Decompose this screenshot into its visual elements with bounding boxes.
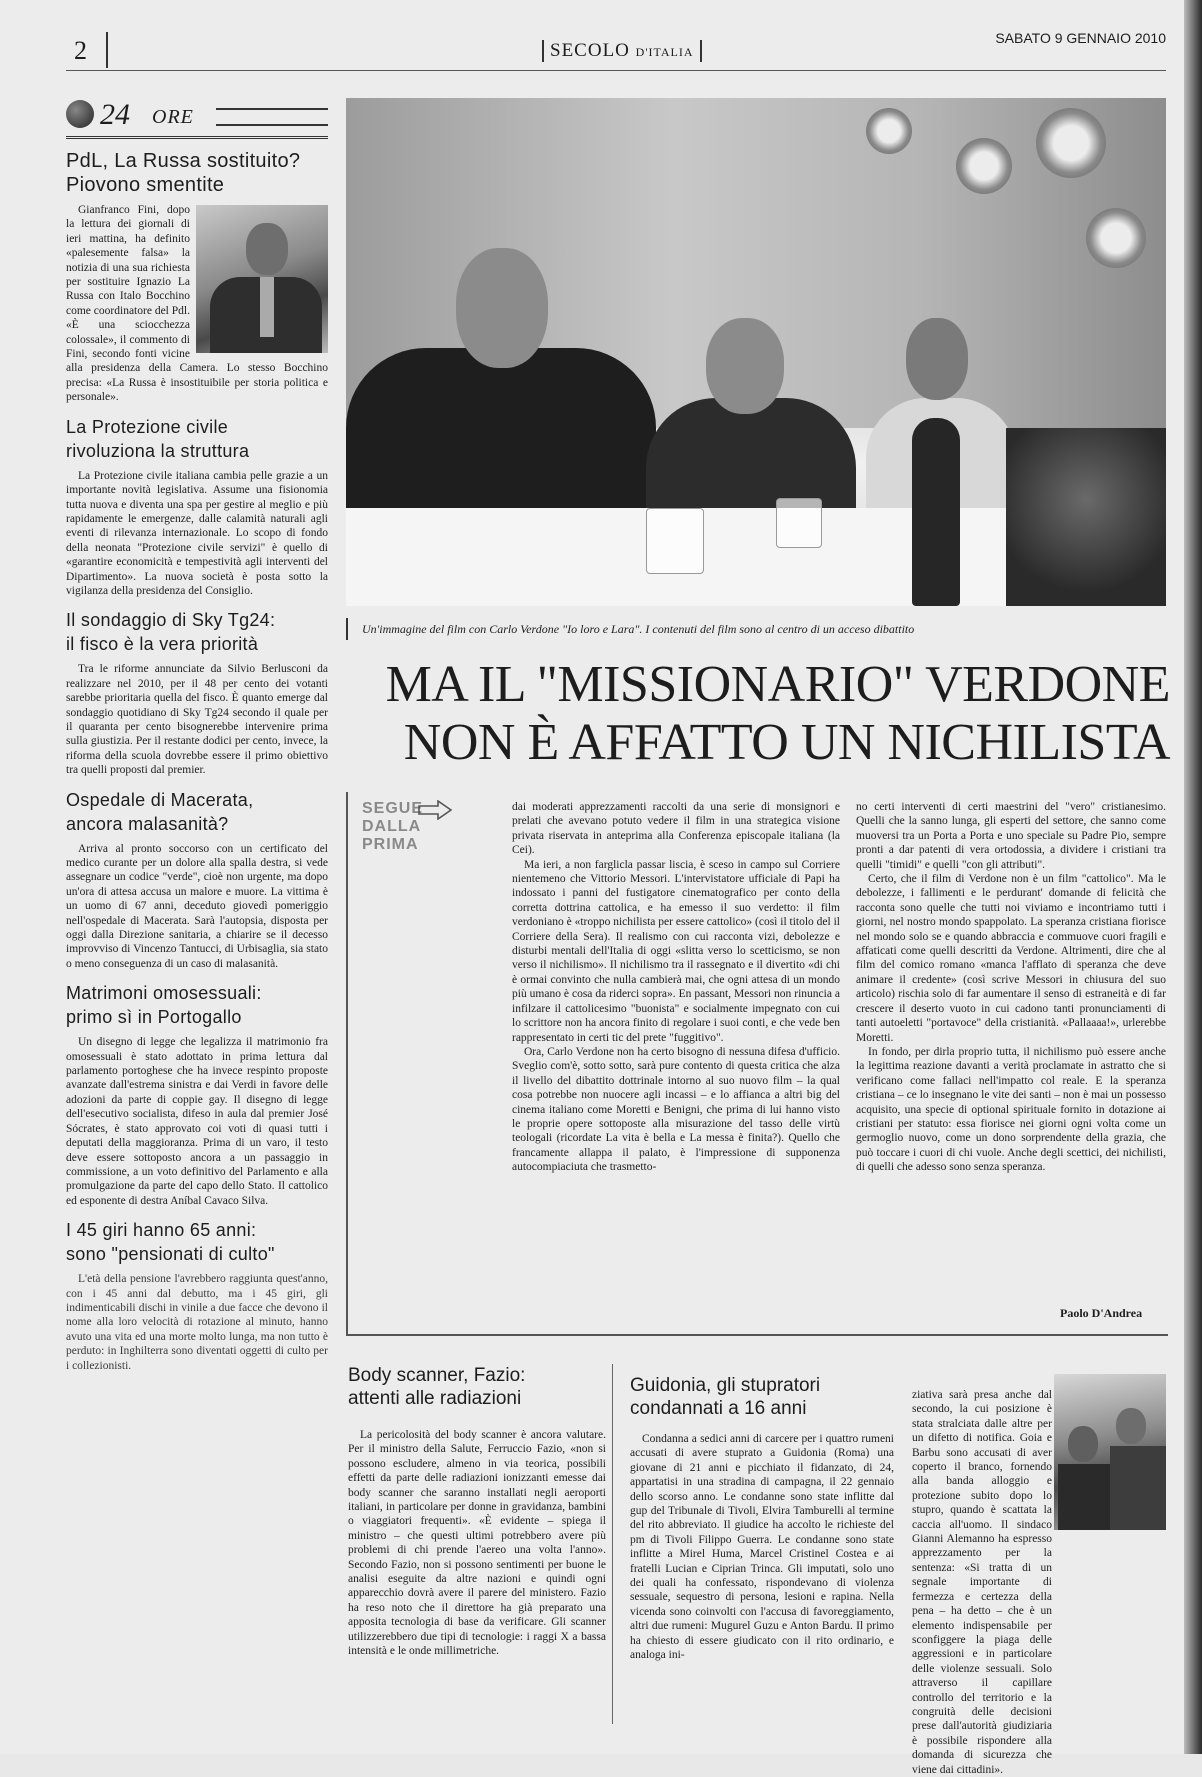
sidebar-item-body: Arriva al pronto soccorso con un certificato del medico curante per un dolore alla spalla destra, si vede assegnare un codice "verde", cioè non urgente, ma dopo un'ora di attesa accusa un malore e muore. La vittima è un uomo di 67 anni, deceduto giovedì pomeriggio nell'ospedale di Macerata. Sarà l'autopsia, disposta per oggi dalla Direzione sanitaria, a chiarire se il decesso improvviso di Vincenzo Tantucci, di Urbisaglia, sia stato o meno conseguenza di un caso di malasanità. [66,842,328,970]
sidebar-item-title [66,981,328,1029]
article-byline: Paolo D'Andrea [1060,1306,1143,1320]
masthead [542,40,702,62]
sidebar-item-body: Gianfranco Fini, dopo la lettura dei giornali di ieri mattina, ha definito «palesemente falsa» la notizia di una sua richiesta per sostituire Ignazio La Russa con Italo Bocchino come coordinatore del Pdl. «È una sciocchezza colossale», il commento di Fini, secondo fonti vicine alla presidenza della Camera. Lo stesso Bocchino precisa: «La Russa è insostituibile per storia politica e personale». [66,204,328,404]
title-line-1: Ospedale di Macerata, [66,789,254,810]
headline-line-2: NON È AFFATTO UN NICHILISTA [403,714,1170,771]
title-line-1: I 45 giri hanno 65 anni: [66,1220,257,1241]
sidebar-item [66,608,328,777]
arrow-right-icon [418,800,452,820]
sidebar-item [66,149,328,405]
article-column-2 [856,800,1166,1175]
globe-icon [66,100,94,128]
issue-date: SABATO 9 GENNAIO 2010 [995,30,1166,46]
title-line-1: Guidonia, gli stupratori [630,1375,821,1396]
column-divider [612,1364,613,1724]
news-sidebar [66,96,328,1383]
page-number-box [66,32,108,68]
sidebar-item-body: Un disegno di legge che legalizza il matrimonio fra omosessuali è stato adottato in prima lettura dal parlamento portoghese che ha invece respinto proposte avanzate dall'estrema sinistra e dai Verdi in favore delle adozioni da parte di coppie gay. Il disegno di legge dell'esecutivo socialista, difeso in aula dal premier José Sócrates, è stato approvato coi voti di quasi tutti i deputati della maggioranza. Prima di un varo, il testo deve essere sottoposto ancora a un passaggio in commissione, a un voto definitivo del Parlamento e alla promulgazione da parte del capo dello Stato. Il cattolico ed esponente di destra Aníbal Cavaco Silva. [66,1036,328,1207]
logo-lines [216,108,328,126]
title-line-2: il fisco è la vera priorità [66,634,259,655]
bottom-right-title [630,1374,910,1420]
portrait-photo [196,205,328,353]
sidebar-item [66,1218,328,1373]
article-paragraph: Ora, Carlo Verdone non ha certo bisogno di nessuna difesa d'ufficio. Sveglio com'è, sotto sotto, sarà pure contento di questa critica che alza il livello del dibattito dottrinale intorno al suo nuovo film – la qual cosa potrebbe non nuocere agli incassi – e lo affianca a altri big del cinema italiano come Moretti e Benigni, che prima di lui hanno visto le proprie opere sottoposte alla misurazione del tasso delle virtù teologali (ricordate La vita è bella e La messa è finita?). Quello che francamente allappa il palato, è l'impressione di supponenza autocompiaciuta che trasmetto- [512,1045,840,1174]
header-rule [66,70,1166,71]
page-number: 2 [74,36,87,65]
article-paragraph: Certo, che il film di Verdone non è un film "cattolico". Ma le debolezze, i fallimenti e le perdurant' domande di felicità che racconta sono quelle che tutti noi viviamo e incontriamo tutti i giorni, nel nostro mondo spappolato. La speranza cristiana fiorisce nel mondo solo se e quando abbraccia e commuove cuori fragili e affaticati come quelli descritti da Verdone. Altrimenti, dire che al film del comico romano «manca l'afflato di speranza che deve animare il credente» (così scrive Messori in chiusura del suo articolo) rischia solo di far aumentare il senso di estraneità e di far crescere il deserto vuoto in cui cadono tanti pronunciamenti di tanti autoeletti "portavoce" della cristianità. «Pallaaaa!», urlerebbe Moretti. [856,873,1166,1044]
sidebar-logo [66,96,328,139]
bottom-right-article [630,1432,894,1663]
article-paragraph: no certi interventi di certi maestrini del "vero" cristianesimo. Quelli che la sanno lunga, gli esperti del settore, che sanno come muoversi tra un Porta a Porta e uno speciale su Padre Pio, sempre pronti a dar patenti di vera ortodossia, a dividere i cristiani tra quelli "timidi" e quelli "con gli attributi". [856,801,1166,871]
article-paragraph: ziativa sarà presa anche dal secondo, la cui posizione è stata stralciata dalle altre per un difetto di notifica. Goia e Barbu sono accusati di aver coperto il branco, fornendo alla banda alloggio e protezione subito dopo lo stupro, quando è scattata la caccia all'uomo. Il sindaco Gianni Alemanno ha espresso apprezzamento per la sentenza: «Si tratta di un segnale importante di fermezza e certezza della pena – ha detto – che è un elemento indispensabile per sconfiggere la piaga delle aggressioni e in particolare delle violenze sessuali. Solo attraverso il capillare controllo del territorio e la congruità delle decisioni prese dall'autorità giudiziaria è possibile rispondere alla domanda di sicurezza che viene dai cittadini». [912,1389,1052,1776]
sidebar-item-body: L'età della pensione l'avrebbero raggiunta quest'anno, con i 45 anni dal debutto, ma i 45 giri, gli indimenticabili dischi in vinile a due facce che devono il nome alla loro velocità di rotazione al minuto, hanno avuto una vita ed una morte molto lunga, ma non tutto è perduto: in Inghilterra sono diventati oggetti di culto per i collezionisti. [66,1273,328,1372]
article-paragraph: In fondo, per dirla proprio tutta, il nichilismo può essere anche la legittima reazione davanti a verità proclamate in astratto che si verificano come fallaci nell'impatto col reale. E la speranza cristiana – ce lo insegnano le vite dei santi – non è mai un possesso acquisito, una specie di optional spirituale fornito in dotazione ai cristiani per statuto: essa fiorisce nei giorni ogni volta come un germoglio nuovo, come un dono sorprendente della grazia, che può toccare i cuori di chi vuole. Anche degli scettici, dei nichilisti, di quelli che adesso sono senza speranza. [856,1045,1166,1174]
police-photo [1054,1374,1166,1530]
sidebar-item-title [66,1218,328,1266]
article-paragraph: Condanna a sedici anni di carcere per i quattro rumeni accusati di avere stuprato a Guidonia (Roma) una giovane di 21 anni e picchiato il fidanzato, di 24, appartatisi in una stradina di campagna, il 22 gennaio dello scorso anno. Le condanne sono state inflitte dal gup del Tribunale di Tivoli, Elvira Tamburelli al termine del rito abbreviato. Il giudice ha accolto le richieste del pm di Tivoli Filippo Guerra. Le condanne sono state inflitte a Mirel Huma, Marcel Cristinel Costea e ai fratelli Lucian e Ciprian Trinca. Gli imputati, solo uno dei quali ha confessato, rispondevano di violenza sessuale, sequestro di persona, lesioni e rapina. Nella vicenda sono coinvolti con l'accusa di favoreggiamento, altri due rumeni: Mugurel Guzu e Anton Bardu. Il primo ha chiesto di essere giudicato con il rito ordinario, e analoga ini- [630,1433,894,1662]
sidebar-item-body: La Protezione civile italiana cambia pelle grazie a un importante novità legislativa. Assume una fisionomia tutta nuova e diventa una spa per gestire al meglio e più rapidamente le emergenze, dalle calamità naturali agli eventi di rilevanza internazionale. Lo scopo di fondo della neonata "Protezione civile servizi" è quello di «garantire economicità e tempestività agli interventi del Dipartimento». La nuova società è posta sotto la vigilanza della presidenza del Consiglio. [66,469,328,597]
continued-label: SEGUE DALLA PRIMA [362,800,424,853]
sidebar-item [66,415,328,599]
logo-number: 24 [100,98,130,131]
title-line-1: Body scanner, Fazio: [348,1365,526,1386]
article-paragraph: Ma ieri, a non farglicla passar liscia, è sceso in campo sul Corriere nientemeno che Vittorio Messori. L'intervistatore ufficiale di Papi ha indossato i panni del fustigatore cinematografico per conto della corretta dottrina cattolica, e ha emesso il suo verdetto: il film verdoniano è «troppo nichilista per essere cattolico» (così il titolo del il Corriere della Sera). Il realismo con cui racconta vizi, debolezze e disturbi mentali dell'Italia di oggi «slitta verso lo scetticismo, se non verso il nichilismo». Il nichilismo tra il rassegnato e il divertito «di chi è ormai convinto che nulla cambierà mai, che ogni attesa di un mondo più umano è cosa da riderci sopra». En passant, Messori non rinuncia a infilzare il cattolicesimo "buonista" e socialmente impegnato con cui lo scrittore non ha ancora finito di regolare i suoi conti, e che vede ben rappresentato in certi tic del prete "fuggitivo". [512,858,840,1044]
page-edge-shadow [1184,0,1202,1754]
headline-line-1: MA IL "MISSIONARIO" VERDONE [385,656,1170,713]
sidebar-item-title [66,788,328,836]
bottom-left-title [348,1364,608,1410]
article-paragraph: La pericolosità del body scanner è ancora valutare. Per il ministro della Salute, Ferruccio Fazio, «non si possono escludere, almeno in via teorica, possibili effetti da parte delle radiazioni ionizzanti emesse dai body scanner che saranno installati negli aeroporti italiani, in particolare per donne in gravidanza, bambini o viaggiatori frequenti». «È evidente – spiega il ministro – che questi ultimi potrebbero avere più problemi di chi prende l'aereo una volta l'anno». Secondo Fazio, non si possono sentimenti per buone le analisi eseguite da altre nazioni e quindi ogni apparecchio dovrà avere il parere del ministero. Fazio ha reso noto che il direttore ha già preparato una apposita tecnologia di base da verificare. Gli scanner utilizzerebbero due tipi di tecnologie: i raggi X a bassa intensità e le onde millimetriche. [348,1429,606,1658]
feature-photo [346,98,1166,606]
logo-text: ORE [152,106,194,128]
title-line-2: sono "pensionati di culto" [66,1244,275,1265]
article-column-1 [512,800,840,1175]
title-line-1: Il sondaggio di Sky Tg24: [66,610,276,631]
masthead-suffix: D'ITALIA [635,45,694,59]
sidebar-item-title [66,415,328,463]
title-line-1: PdL, La Russa sostituito? [66,150,301,172]
sidebar-item-title [66,608,328,656]
photo-caption: Un'immagine del film con Carlo Verdone "Io loro e Lara". I contenuti del film sono al centro di un acceso dibattito [346,618,1182,640]
title-line-2: attenti alle radiazioni [348,1388,522,1409]
sidebar-item-title [66,149,328,197]
bottom-left-article [348,1428,606,1659]
title-line-2: ancora malasanità? [66,813,229,834]
bottom-right-article-continued [912,1388,1052,1777]
feature-headline [346,656,1170,772]
title-line-2: primo sì in Portogallo [66,1007,242,1028]
title-line-1: La Protezione civile [66,416,229,437]
title-line-2: condannati a 16 anni [630,1398,807,1419]
title-line-2: Piovono smentite [66,174,225,196]
sidebar-item-body: Tra le riforme annunciate da Silvio Berlusconi da realizzare nel 2010, per il 48 per cento dei votanti sarebbe prioritaria quella del fisco. È quanto emerge dal sondaggio quotidiano di Sky Tg24 secondo il quale per il quaranta per cento bisognerebbe intervenire prima sulla giustizia. Per il restante dodici per cento, invece, la riforma della scuola dovrebbe essere il primo obiettivo tra quelli proposti dal premier. [66,663,328,777]
sidebar-item [66,981,328,1208]
title-line-2: rivoluziona la struttura [66,440,250,461]
title-line-1: Matrimoni omosessuali: [66,983,262,1004]
masthead-title: SECOLO [550,40,630,61]
sidebar-item [66,788,328,972]
article-paragraph: dai moderati apprezzamenti raccolti da una serie di monsignori e prelati che avevano potuto vedere il film in una strategica visione privata riservata in anteprima alla Conferenza episcopale italiana (la Cei). [512,801,840,857]
page-header [66,30,1166,70]
